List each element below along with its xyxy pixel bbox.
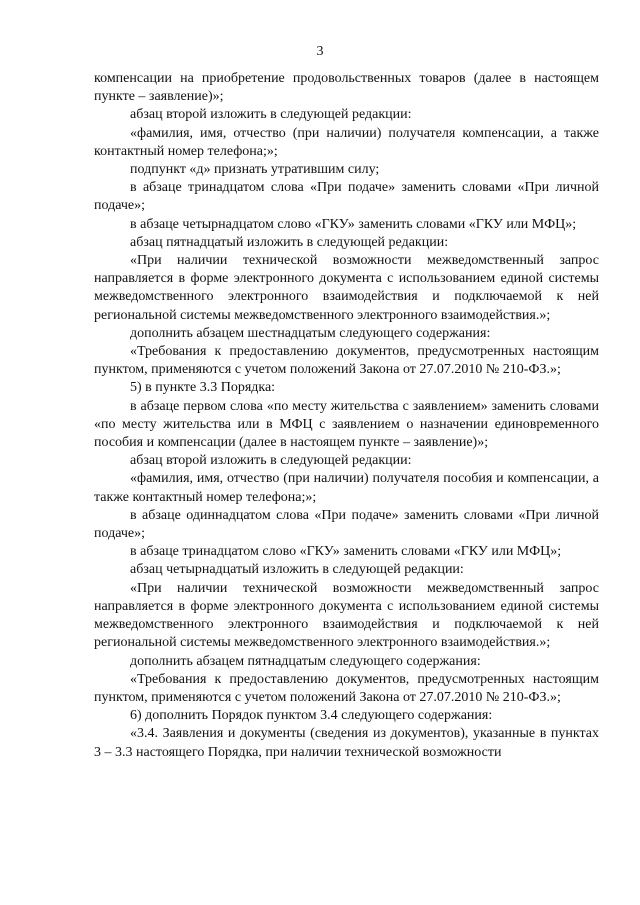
paragraph: в абзаце тринадцатом слово «ГКУ» заменить словами «ГКУ или МФЦ»; [130,544,562,560]
paragraph: в абзаце тринадцатом слова «При подаче» заменить словами «При личной подаче»; [94,180,599,214]
paragraph: компенсации на приобретение продовольственных товаров (далее в настоящем пункте – заявление)»; [94,71,599,105]
paragraph: «фамилия, имя, отчество (при наличии) получателя компенсации, а также контактный номер телефона;»; [94,125,599,159]
paragraph: дополнить абзацем пятнадцатым следующего содержания: [130,653,481,669]
paragraph: «Требования к предоставлению документов, предусмотренных настоящим пунктом, применяются с учетом положений Закона от 27.07.2010 № 210-ФЗ.»; [94,344,599,378]
paragraph: «Требования к предоставлению документов, предусмотренных настоящим пунктом, применяются с учетом положений Закона от 27.07.2010 № 210-ФЗ.»; [94,671,599,705]
paragraph: 5) в пункте 3.3 Порядка: [130,380,276,396]
paragraph: дополнить абзацем шестнадцатым следующего содержания: [130,325,491,341]
paragraph: «При наличии технической возможности межведомственный запрос направляется в форме электронного документа с использованием единой системы межведомственного электронного взаимодействия и подключаемой к ней региональной системы межведомственного электронного взаимодействия.»; [94,580,599,651]
paragraph: «3.4. Заявления и документы (сведения из документов), указанные в пунктах 3 – 3.3 настоящего Порядка, при наличии технической возможности [94,726,599,760]
page-number: 3 [316,44,324,59]
paragraph: абзац второй изложить в следующей редакции: [130,107,412,123]
paragraph: в абзаце одиннадцатом слова «При подаче» заменить словами «При личной подаче»; [94,507,599,542]
document-body [94,70,599,762]
paragraph: «При наличии технической возможности межведомственный запрос направляется в форме электронного документа с использованием единой системы межведомственного электронного взаимодействия и подключаемой к ней региональной системы межведомственного электронного взаимодействия.»; [94,253,599,323]
paragraph: в абзаце первом слова «по месту жительства с заявлением» заменить словами «по месту жительства или в МФЦ с заявлением о назначении единовременного пособия и компенсации (далее в настоящем пункте – заявление)»; [94,398,599,451]
paragraph: абзац четырнадцатый изложить в следующей редакции: [130,562,464,578]
paragraph: абзац пятнадцатый изложить в следующей редакции: [130,234,449,250]
paragraph: «фамилия, имя, отчество (при наличии) получателя пособия и компенсации, а также контактный номер телефона;»; [94,471,599,505]
paragraph: абзац второй изложить в следующей редакции: [130,453,412,469]
paragraph: в абзаце четырнадцатом слово «ГКУ» заменить словами «ГКУ или МФЦ»; [130,216,577,232]
paragraph: подпункт «д» признать утратившим силу; [130,162,380,178]
paragraph: 6) дополнить Порядок пунктом 3.4 следующего содержания: [130,708,493,724]
